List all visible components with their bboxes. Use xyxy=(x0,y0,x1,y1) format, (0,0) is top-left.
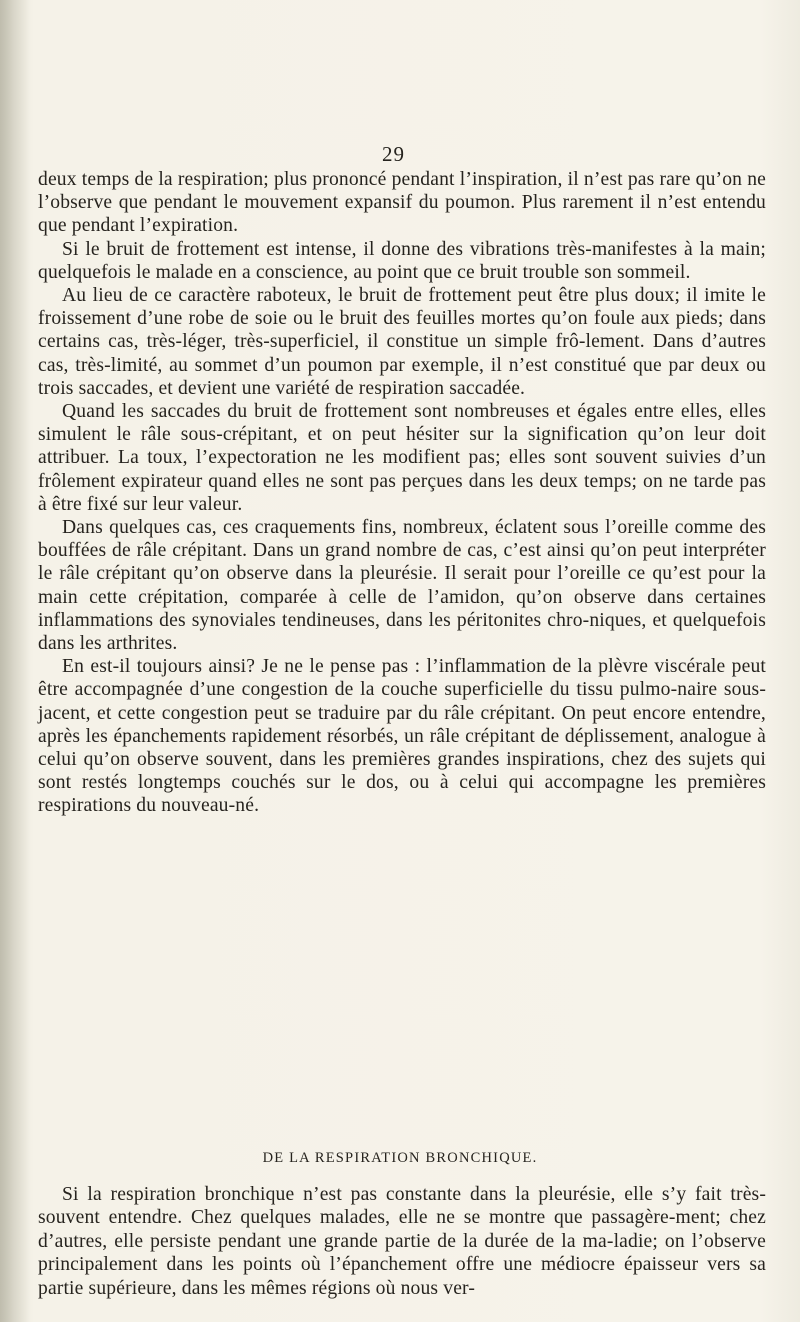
paragraph: deux temps de la respiration; plus prononcé pendant l’inspiration, il n’est pas rare qu’on ne l’observe que pendant le mouvement expansif du poumon. Plus rarement il n’est entendu que pendant l’expiration. xyxy=(38,169,766,237)
binding-shadow xyxy=(0,0,30,1322)
section-body-text xyxy=(38,1183,766,1300)
paragraph: Si le bruit de frottement est intense, il donne des vibrations très-manifestes à la main; quelquefois le malade en a conscience, au point que ce bruit trouble son sommeil. xyxy=(38,238,766,283)
section-heading: DE LA RESPIRATION BRONCHIQUE. xyxy=(262,1150,538,1166)
paragraph: Au lieu de ce caractère raboteux, le bruit de frottement peut être plus doux; il imite le froissement d’une robe de soie ou le bruit des feuilles mortes qu’on foule aux pieds; dans certains cas, très-léger, très-superficiel, il constitue un simple frô-lement. Dans d’autres cas, très-limité, au sommet d’un poumon par exemple, il n’est constitué que par deux ou trois saccades, et devient une variété de respiration saccadée. xyxy=(38,285,766,399)
paragraph: Dans quelques cas, ces craquements fins, nombreux, éclatent sous l’oreille comme des bouffées de râle crépitant. Dans un grand nombre de cas, c’est ainsi qu’on peut interpréter le râle crépitant qu’on observe dans la pleurésie. Il serait pour l’oreille ce qu’est pour la main cette crépitation, comparée à celle de l’amidon, qu’on observe dans certaines inflammations des synoviales tendineuses, dans les péritonites chro-niques, et quelquefois dans les arthrites. xyxy=(38,517,766,655)
paragraph: Quand les saccades du bruit de frottement sont nombreuses et égales entre elles, elles simulent le râle sous-crépitant, et on peut hésiter sur la signification qu’on leur doit attribuer. La toux, l’expectoration ne les modifient pas; elles sont souvent suivies d’un frôlement expirateur quand elles ne sont pas perçues dans les deux temps; on ne tarde pas à être fixé sur leur valeur. xyxy=(38,401,766,515)
page-number: 29 xyxy=(382,142,405,166)
paragraph: Si la respiration bronchique n’est pas constante dans la pleurésie, elle s’y fait très-souvent entendre. Chez quelques malades, elle ne se montre que passagère-ment; chez d’autres, elle persiste pendant une grande partie de la durée de la ma-ladie; on l’observe principalement dans les points où l’épanchement offre une médiocre épaisseur vers sa partie supérieure, dans les mêmes régions où nous ver- xyxy=(38,1184,766,1299)
paragraph: En est-il toujours ainsi? Je ne le pense pas : l’inflammation de la plèvre viscérale peut être accompagnée d’une congestion de la couche superficielle du tissu pulmo-naire sous-jacent, et cette congestion peut se traduire par du râle crépitant. On peut encore entendre, après les épanchements rapidement résorbés, un râle crépitant de déplissement, analogue à celui qu’on observe souvent, dans les premières grandes inspirations, chez des sujets qui sont restés longtemps couchés sur le dos, ou à celui qui accompagne les premières respirations du nouveau-né. xyxy=(38,656,766,817)
body-text xyxy=(38,168,766,818)
